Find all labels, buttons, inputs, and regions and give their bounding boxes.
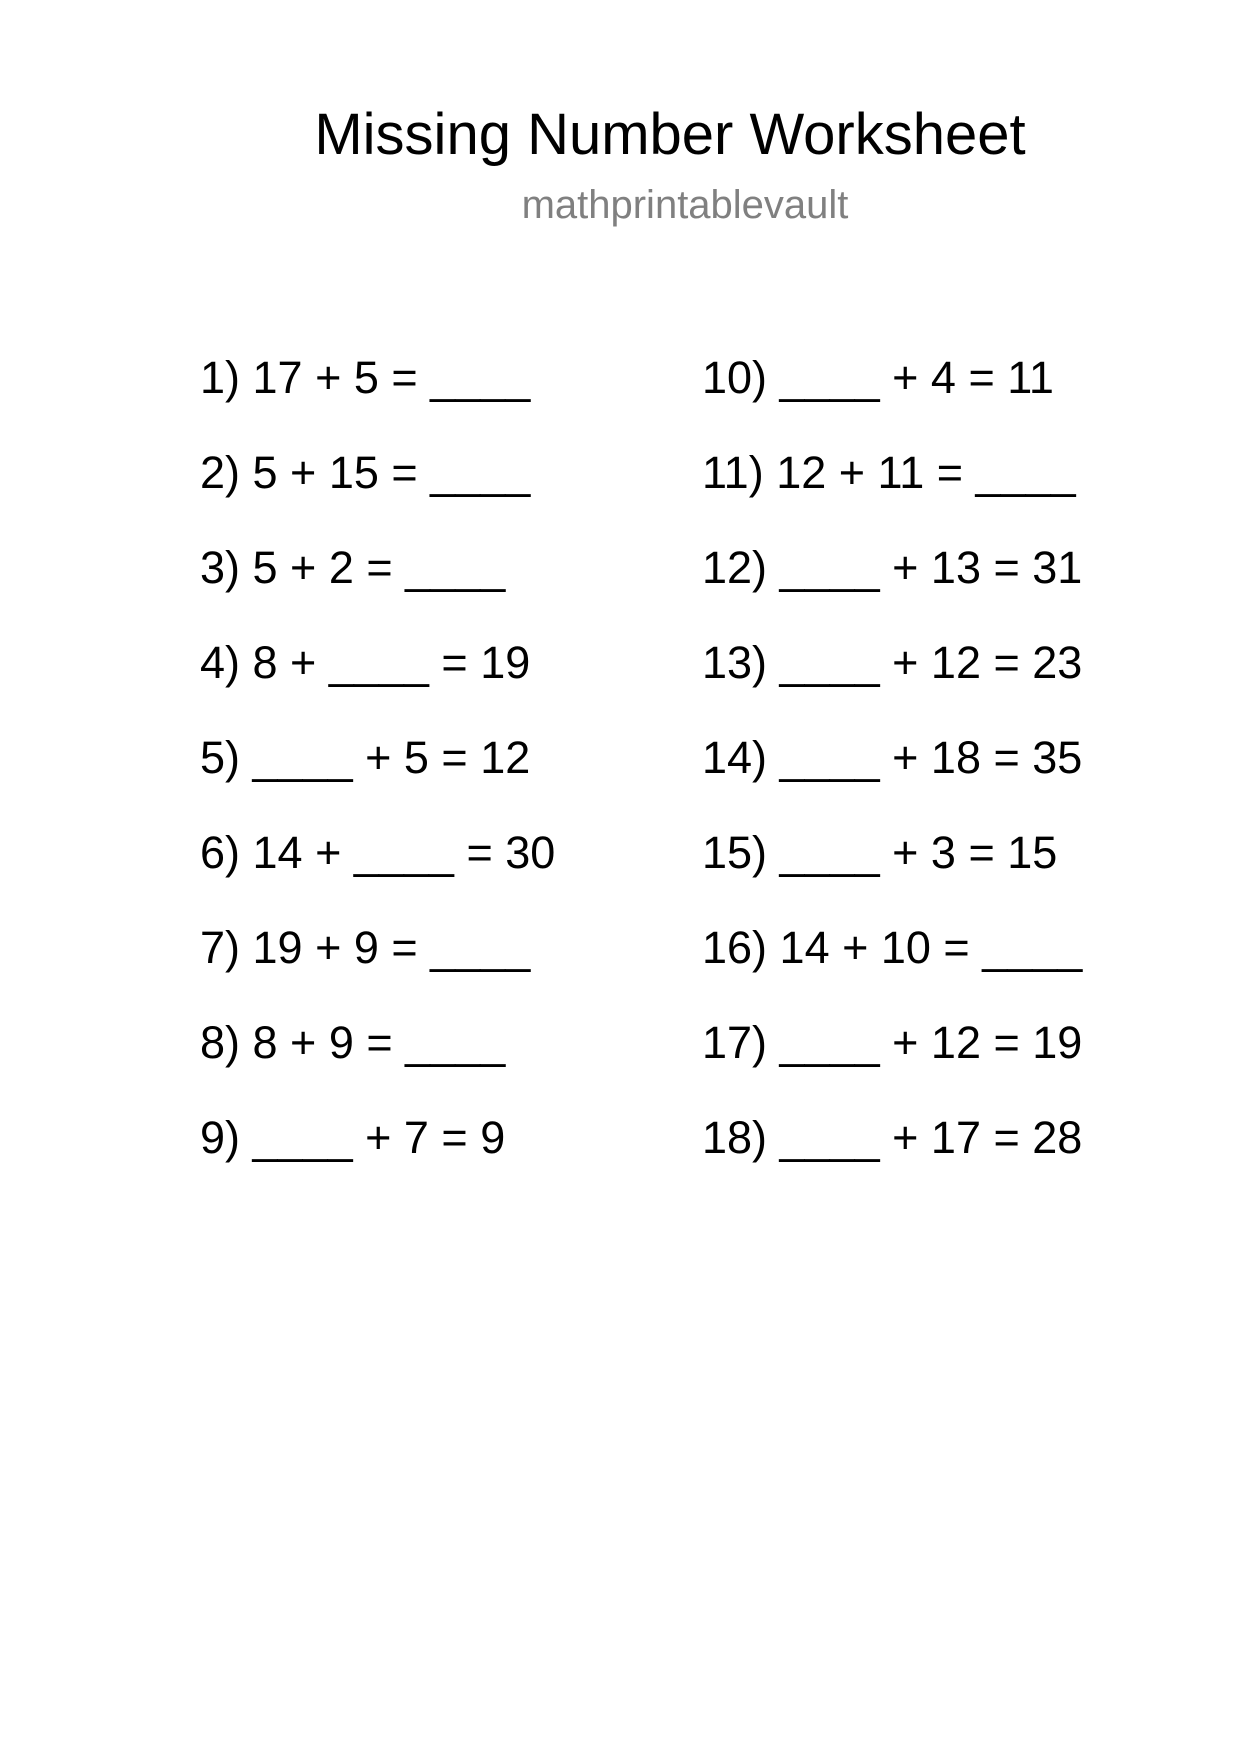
problem-12: 12) ____ + 13 = 31 bbox=[702, 542, 1083, 593]
problem-8: 8) 8 + 9 = ____ bbox=[200, 1017, 506, 1068]
problem-7: 7) 19 + 9 = ____ bbox=[200, 922, 531, 973]
problem-16: 16) 14 + 10 = ____ bbox=[702, 922, 1083, 973]
problem-2: 2) 5 + 15 = ____ bbox=[200, 447, 531, 498]
problem-18: 18) ____ + 17 = 28 bbox=[702, 1112, 1083, 1163]
problem-4: 4) 8 + ____ = 19 bbox=[200, 637, 531, 688]
problem-15: 15) ____ + 3 = 15 bbox=[702, 827, 1058, 878]
problem-10: 10) ____ + 4 = 11 bbox=[702, 352, 1054, 403]
problems-column-left bbox=[200, 350, 555, 1205]
page-title: Missing Number Worksheet bbox=[314, 102, 1026, 167]
problem-1: 1) 17 + 5 = ____ bbox=[200, 352, 531, 403]
problem-13: 13) ____ + 12 = 23 bbox=[702, 637, 1083, 688]
problems-column-right bbox=[702, 350, 1082, 1205]
problem-6: 6) 14 + ____ = 30 bbox=[200, 827, 556, 878]
problem-14: 14) ____ + 18 = 35 bbox=[702, 732, 1083, 783]
problem-9: 9) ____ + 7 = 9 bbox=[200, 1112, 506, 1163]
problem-5: 5) ____ + 5 = 12 bbox=[200, 732, 531, 783]
page-subtitle: mathprintablevault bbox=[521, 183, 849, 227]
problem-11: 11) 12 + 11 = ____ bbox=[702, 447, 1076, 498]
problem-3: 3) 5 + 2 = ____ bbox=[200, 542, 506, 593]
problem-17: 17) ____ + 12 = 19 bbox=[702, 1017, 1083, 1068]
